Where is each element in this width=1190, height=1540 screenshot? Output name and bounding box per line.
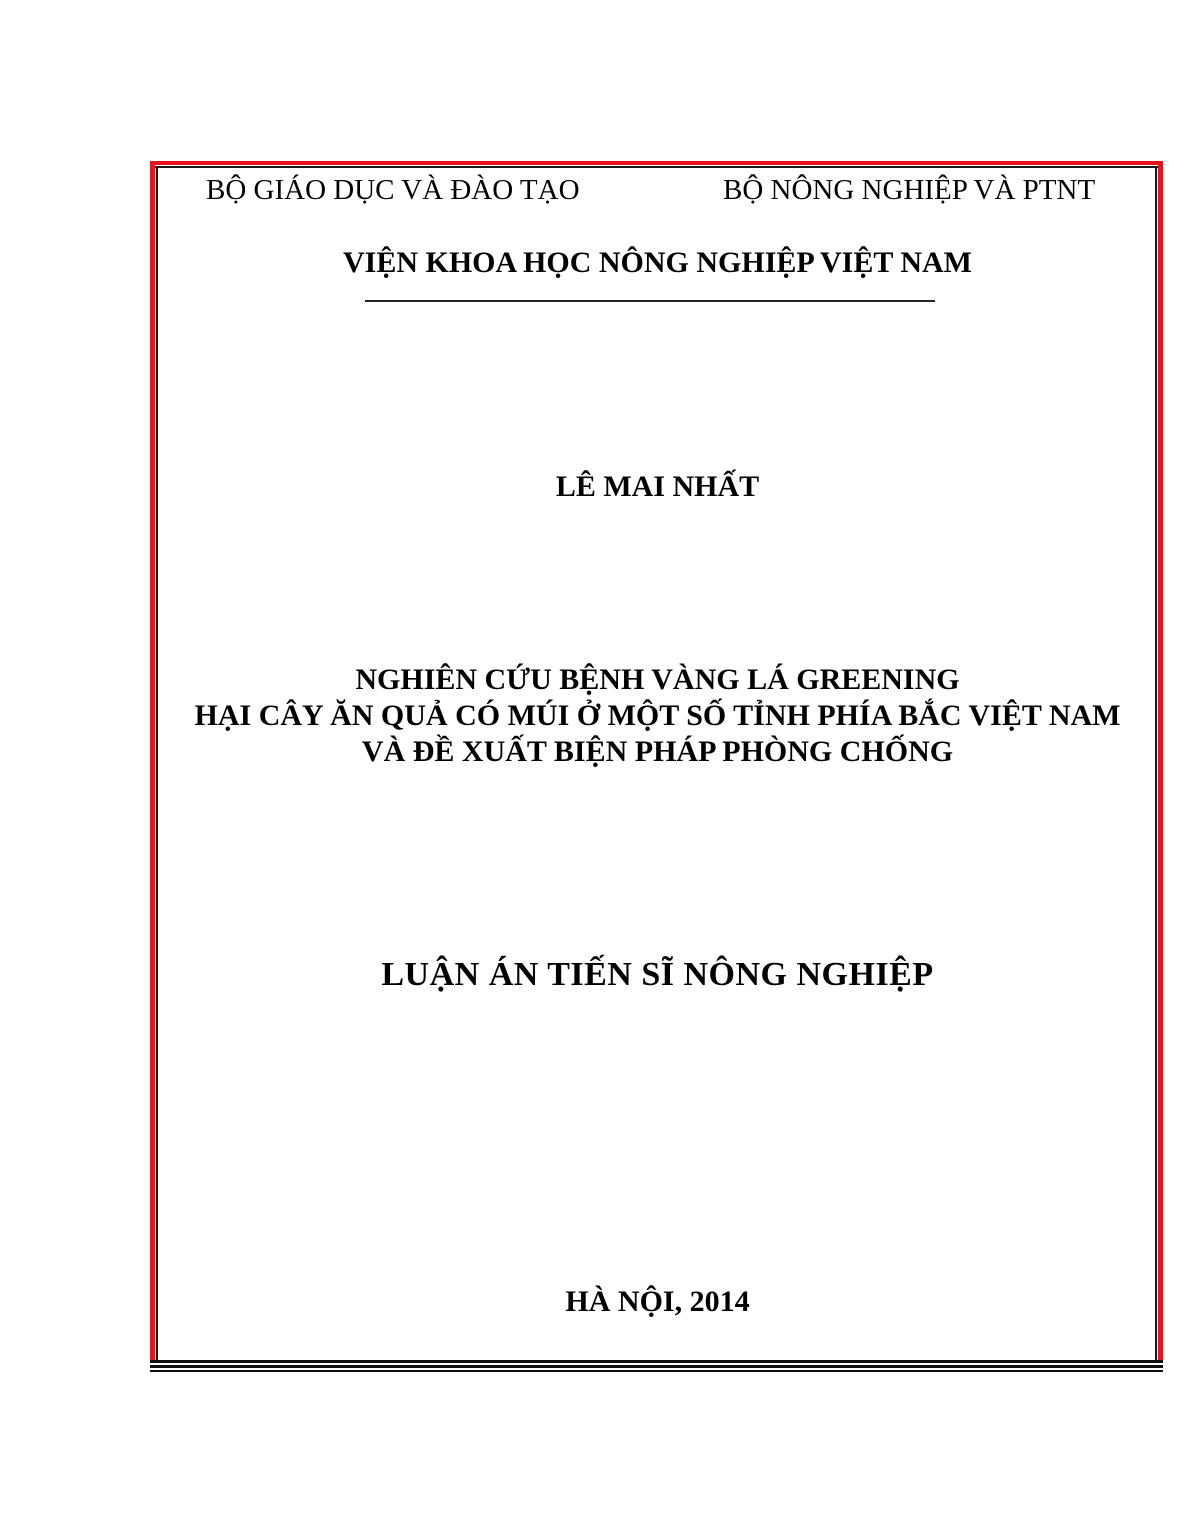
- frame-right-red-line: [1158, 161, 1163, 1361]
- frame-bottom-line-1: [150, 1360, 1163, 1363]
- thesis-title-line-2: HẠI CÂY ĂN QUẢ CÓ MÚI Ở MỘT SỐ TỈNH PHÍA BẮC VIỆT NAM: [194, 699, 1121, 732]
- thesis-title-line-1: NGHIÊN CỨU BỆNH VÀNG LÁ GREENING: [355, 663, 960, 696]
- frame-right-black-line: [1155, 166, 1157, 1360]
- author-name: LÊ MAI NHẤT: [555, 470, 760, 503]
- place-year: HÀ NỘI, 2014: [565, 1285, 750, 1318]
- thesis-title: [160, 662, 1155, 770]
- ministry-education: BỘ GIÁO DỤC VÀ ĐÀO TẠO: [206, 174, 580, 206]
- ministries-row: [160, 174, 1155, 214]
- frame-left-red-line: [150, 161, 155, 1361]
- frame-bottom-line-2: [150, 1365, 1163, 1368]
- institute-name: VIỆN KHOA HỌC NÔNG NGHIỆP VIỆT NAM: [343, 246, 972, 279]
- ministry-agriculture: BỘ NÔNG NGHIỆP VÀ PTNT: [723, 174, 1096, 206]
- thesis-title-line-3: VÀ ĐỀ XUẤT BIỆN PHÁP PHÒNG CHỐNG: [361, 735, 954, 768]
- frame-top-red-line: [150, 161, 1163, 165]
- frame-left-black-line: [156, 166, 158, 1360]
- institute-underline: [365, 300, 935, 302]
- frame-top-black-line: [150, 166, 1163, 168]
- frame-bottom-line-3: [150, 1370, 1163, 1372]
- degree-type: LUẬN ÁN TIẾN SĨ NÔNG NGHIỆP: [381, 956, 934, 993]
